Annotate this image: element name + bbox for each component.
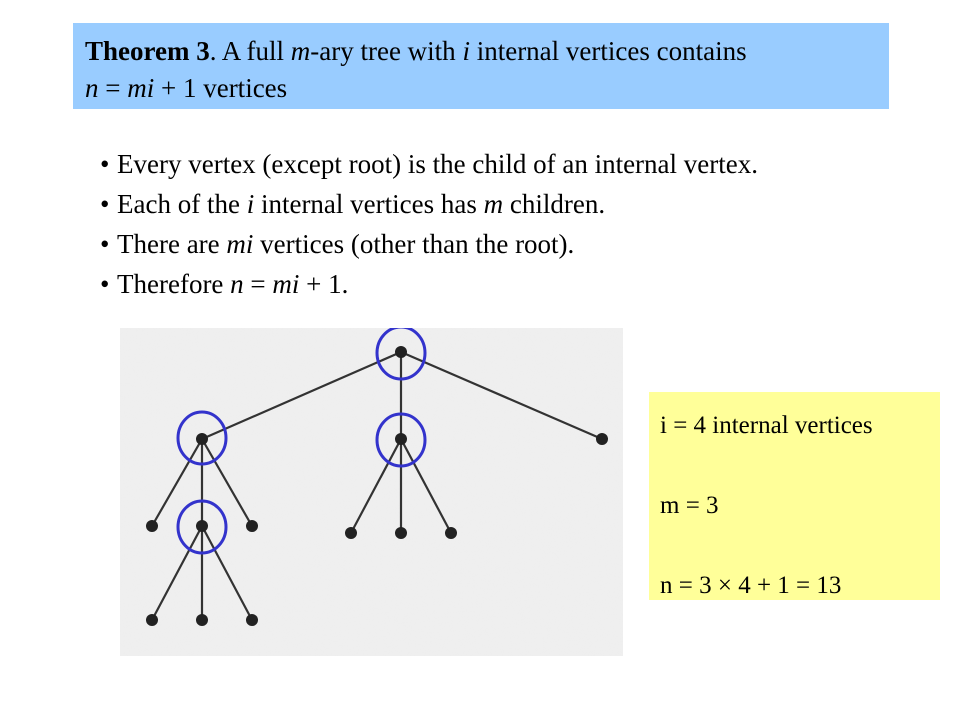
theorem-text: + 1 vertices <box>154 73 288 103</box>
bullet-text: Each of the <box>117 189 247 219</box>
tree-vertex <box>395 433 407 445</box>
bullet-text: Therefore <box>117 269 231 299</box>
bullet-text: + 1. <box>299 269 349 299</box>
bullet-item <box>100 184 758 224</box>
info-box <box>649 392 940 600</box>
bullet-var-mi: mi <box>226 229 254 259</box>
theorem-text: internal vertices contains <box>469 36 747 66</box>
bullet-text: = <box>243 269 273 299</box>
info-internal-vertices: i = 4 internal vertices <box>660 412 873 439</box>
bullet-var-m: m <box>483 189 504 219</box>
tree-vertex <box>196 433 208 445</box>
tree-vertex <box>246 614 258 626</box>
theorem-text: = <box>98 73 128 103</box>
theorem-var-m: m <box>290 36 311 66</box>
tree-vertex <box>196 614 208 626</box>
scan-texture <box>120 328 623 656</box>
bullet-var-mi: mi <box>272 269 300 299</box>
info-spacer <box>660 526 940 566</box>
tree-vertex <box>345 527 357 539</box>
theorem-label: Theorem 3 <box>85 36 210 66</box>
tree-vertex-root <box>395 346 407 358</box>
theorem-var-n: n <box>85 73 99 103</box>
tree-vertex <box>395 527 407 539</box>
theorem-var-i: i <box>462 36 470 66</box>
tree-vertex <box>445 527 457 539</box>
bullet-item <box>100 264 758 304</box>
bullet-var-i: i <box>246 189 255 219</box>
bullet-item <box>100 144 758 184</box>
tree-vertex <box>596 433 608 445</box>
info-m-value: m = 3 <box>660 492 719 519</box>
proof-bullets <box>100 144 758 304</box>
theorem-line-2 <box>85 70 877 107</box>
info-spacer <box>660 446 940 486</box>
bullet-text: children. <box>503 189 606 219</box>
theorem-text: -ary tree with <box>310 36 463 66</box>
tree-vertex <box>196 520 208 532</box>
bullet-text: There are <box>117 229 227 259</box>
bullet-text: vertices (other than the root). <box>253 229 575 259</box>
theorem-box <box>73 23 889 109</box>
theorem-line-1 <box>85 33 877 70</box>
bullet-var-n: n <box>230 269 244 299</box>
bullet-text: Every vertex (except root) is the child of an internal vertex. <box>117 149 758 179</box>
bullet-item <box>100 224 758 264</box>
tree-vertex <box>146 520 158 532</box>
bullet-text: internal vertices has <box>254 189 484 219</box>
tree-diagram <box>120 328 623 656</box>
tree-vertex <box>146 614 158 626</box>
theorem-text: . A full <box>209 36 291 66</box>
info-n-formula: n = 3 × 4 + 1 = 13 <box>660 572 842 599</box>
theorem-var-mi: mi <box>127 73 155 103</box>
tree-vertex <box>246 520 258 532</box>
